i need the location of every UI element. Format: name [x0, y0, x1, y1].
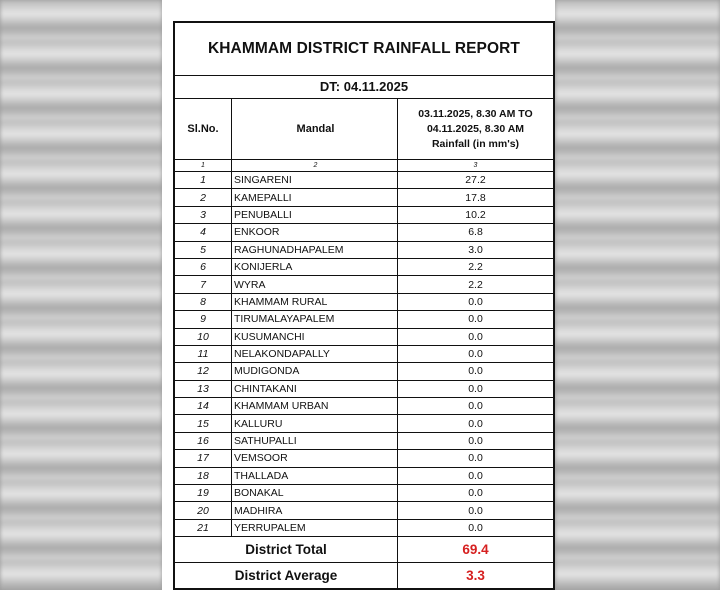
sl-no-cell: 2: [175, 189, 232, 206]
sl-no-cell: 6: [175, 258, 232, 275]
mandal-cell: KONIJERLA: [232, 258, 398, 275]
mandal-cell: PENUBALLI: [232, 206, 398, 223]
report-paper: [162, 0, 555, 590]
table-row: [175, 172, 553, 189]
mandal-cell: CHINTAKANI: [232, 380, 398, 397]
rainfall-cell: 2.2: [398, 258, 554, 275]
column-index: 3: [398, 160, 554, 172]
rainfall-report: [173, 21, 555, 590]
table-row: [175, 485, 553, 502]
sl-no-cell: 12: [175, 363, 232, 380]
rainfall-cell: 0.0: [398, 485, 554, 502]
mandal-cell: SATHUPALLI: [232, 432, 398, 449]
report-title: KHAMMAM DISTRICT RAINFALL REPORT: [175, 23, 553, 76]
rainfall-cell: 0.0: [398, 345, 554, 362]
sl-no-cell: 16: [175, 432, 232, 449]
sl-no-cell: 7: [175, 276, 232, 293]
table-row: [175, 363, 553, 380]
table-row: [175, 519, 553, 536]
column-index-row: [175, 160, 553, 172]
table-row: [175, 432, 553, 449]
table-row: [175, 415, 553, 432]
mandal-cell: KUSUMANCHI: [232, 328, 398, 345]
rainfall-cell: 3.0: [398, 241, 554, 258]
district-average-value: 3.3: [398, 563, 554, 589]
table-row: [175, 450, 553, 467]
district-average: [175, 563, 553, 589]
sl-no-cell: 20: [175, 502, 232, 519]
mandal-cell: ENKOOR: [232, 224, 398, 241]
table-row: [175, 328, 553, 345]
table-row: [175, 380, 553, 397]
mandal-cell: SINGARENI: [232, 172, 398, 189]
district-total-label: District Total: [175, 537, 398, 563]
table-row: [175, 276, 553, 293]
mandal-cell: WYRA: [232, 276, 398, 293]
rainfall-cell: 0.0: [398, 502, 554, 519]
rainfall-cell: 0.0: [398, 311, 554, 328]
rainfall-cell: 0.0: [398, 432, 554, 449]
mandal-cell: NELAKONDAPALLY: [232, 345, 398, 362]
table-row: [175, 258, 553, 275]
district-total-value: 69.4: [398, 537, 554, 563]
header-rainfall-line1: 03.11.2025, 8.30 AM TO: [418, 107, 533, 120]
rainfall-cell: 0.0: [398, 398, 554, 415]
mandal-cell: BONAKAL: [232, 485, 398, 502]
rainfall-cell: 0.0: [398, 467, 554, 484]
mandal-cell: KHAMMAM URBAN: [232, 398, 398, 415]
sl-no-cell: 1: [175, 172, 232, 189]
sl-no-cell: 5: [175, 241, 232, 258]
rainfall-cell: 0.0: [398, 450, 554, 467]
column-index: 1: [175, 160, 232, 172]
sl-no-cell: 14: [175, 398, 232, 415]
rainfall-cell: 10.2: [398, 206, 554, 223]
sl-no-cell: 21: [175, 519, 232, 536]
mandal-cell: KHAMMAM RURAL: [232, 293, 398, 310]
table-row: [175, 502, 553, 519]
sl-no-cell: 11: [175, 345, 232, 362]
sl-no-cell: 15: [175, 415, 232, 432]
report-date: DT: 04.11.2025: [175, 76, 553, 99]
table-row: [175, 467, 553, 484]
table-row: [175, 311, 553, 328]
sl-no-cell: 10: [175, 328, 232, 345]
column-index: 2: [232, 160, 398, 172]
rainfall-cell: 0.0: [398, 519, 554, 536]
sl-no-cell: 9: [175, 311, 232, 328]
rainfall-cell: 0.0: [398, 328, 554, 345]
sl-no-cell: 19: [175, 485, 232, 502]
header-rainfall: [398, 99, 554, 160]
rainfall-cell: 0.0: [398, 293, 554, 310]
header-rainfall-line3: Rainfall (in mm's): [431, 137, 520, 150]
sl-no-cell: 18: [175, 467, 232, 484]
district-average-label: District Average: [175, 563, 398, 589]
district-total: [175, 537, 553, 563]
table-row: [175, 189, 553, 206]
sl-no-cell: 13: [175, 380, 232, 397]
rainfall-cell: 0.0: [398, 363, 554, 380]
mandal-cell: YERRUPALEM: [232, 519, 398, 536]
table-row: [175, 293, 553, 310]
header-mandal: Mandal: [232, 99, 398, 160]
table-row: [175, 241, 553, 258]
table-header-row: [175, 99, 553, 160]
header-sl-no: Sl.No.: [175, 99, 232, 160]
header-rainfall-line2: 04.11.2025, 8.30 AM: [426, 122, 525, 135]
sl-no-cell: 8: [175, 293, 232, 310]
rainfall-cell: 17.8: [398, 189, 554, 206]
blurred-background-left: [0, 0, 162, 590]
rainfall-cell: 6.8: [398, 224, 554, 241]
rainfall-cell: 2.2: [398, 276, 554, 293]
sl-no-cell: 17: [175, 450, 232, 467]
mandal-cell: TIRUMALAYAPALEM: [232, 311, 398, 328]
rainfall-cell: 0.0: [398, 415, 554, 432]
table-row: [175, 398, 553, 415]
sl-no-cell: 4: [175, 224, 232, 241]
sl-no-cell: 3: [175, 206, 232, 223]
table-row: [175, 224, 553, 241]
table-row: [175, 345, 553, 362]
table-row: [175, 206, 553, 223]
mandal-cell: VEMSOOR: [232, 450, 398, 467]
mandal-cell: KAMEPALLI: [232, 189, 398, 206]
rainfall-table: [175, 99, 553, 588]
blurred-background-right: [555, 0, 720, 590]
mandal-cell: MADHIRA: [232, 502, 398, 519]
mandal-cell: RAGHUNADHAPALEM: [232, 241, 398, 258]
mandal-cell: KALLURU: [232, 415, 398, 432]
mandal-cell: THALLADA: [232, 467, 398, 484]
rainfall-cell: 0.0: [398, 380, 554, 397]
rainfall-cell: 27.2: [398, 172, 554, 189]
mandal-cell: MUDIGONDA: [232, 363, 398, 380]
